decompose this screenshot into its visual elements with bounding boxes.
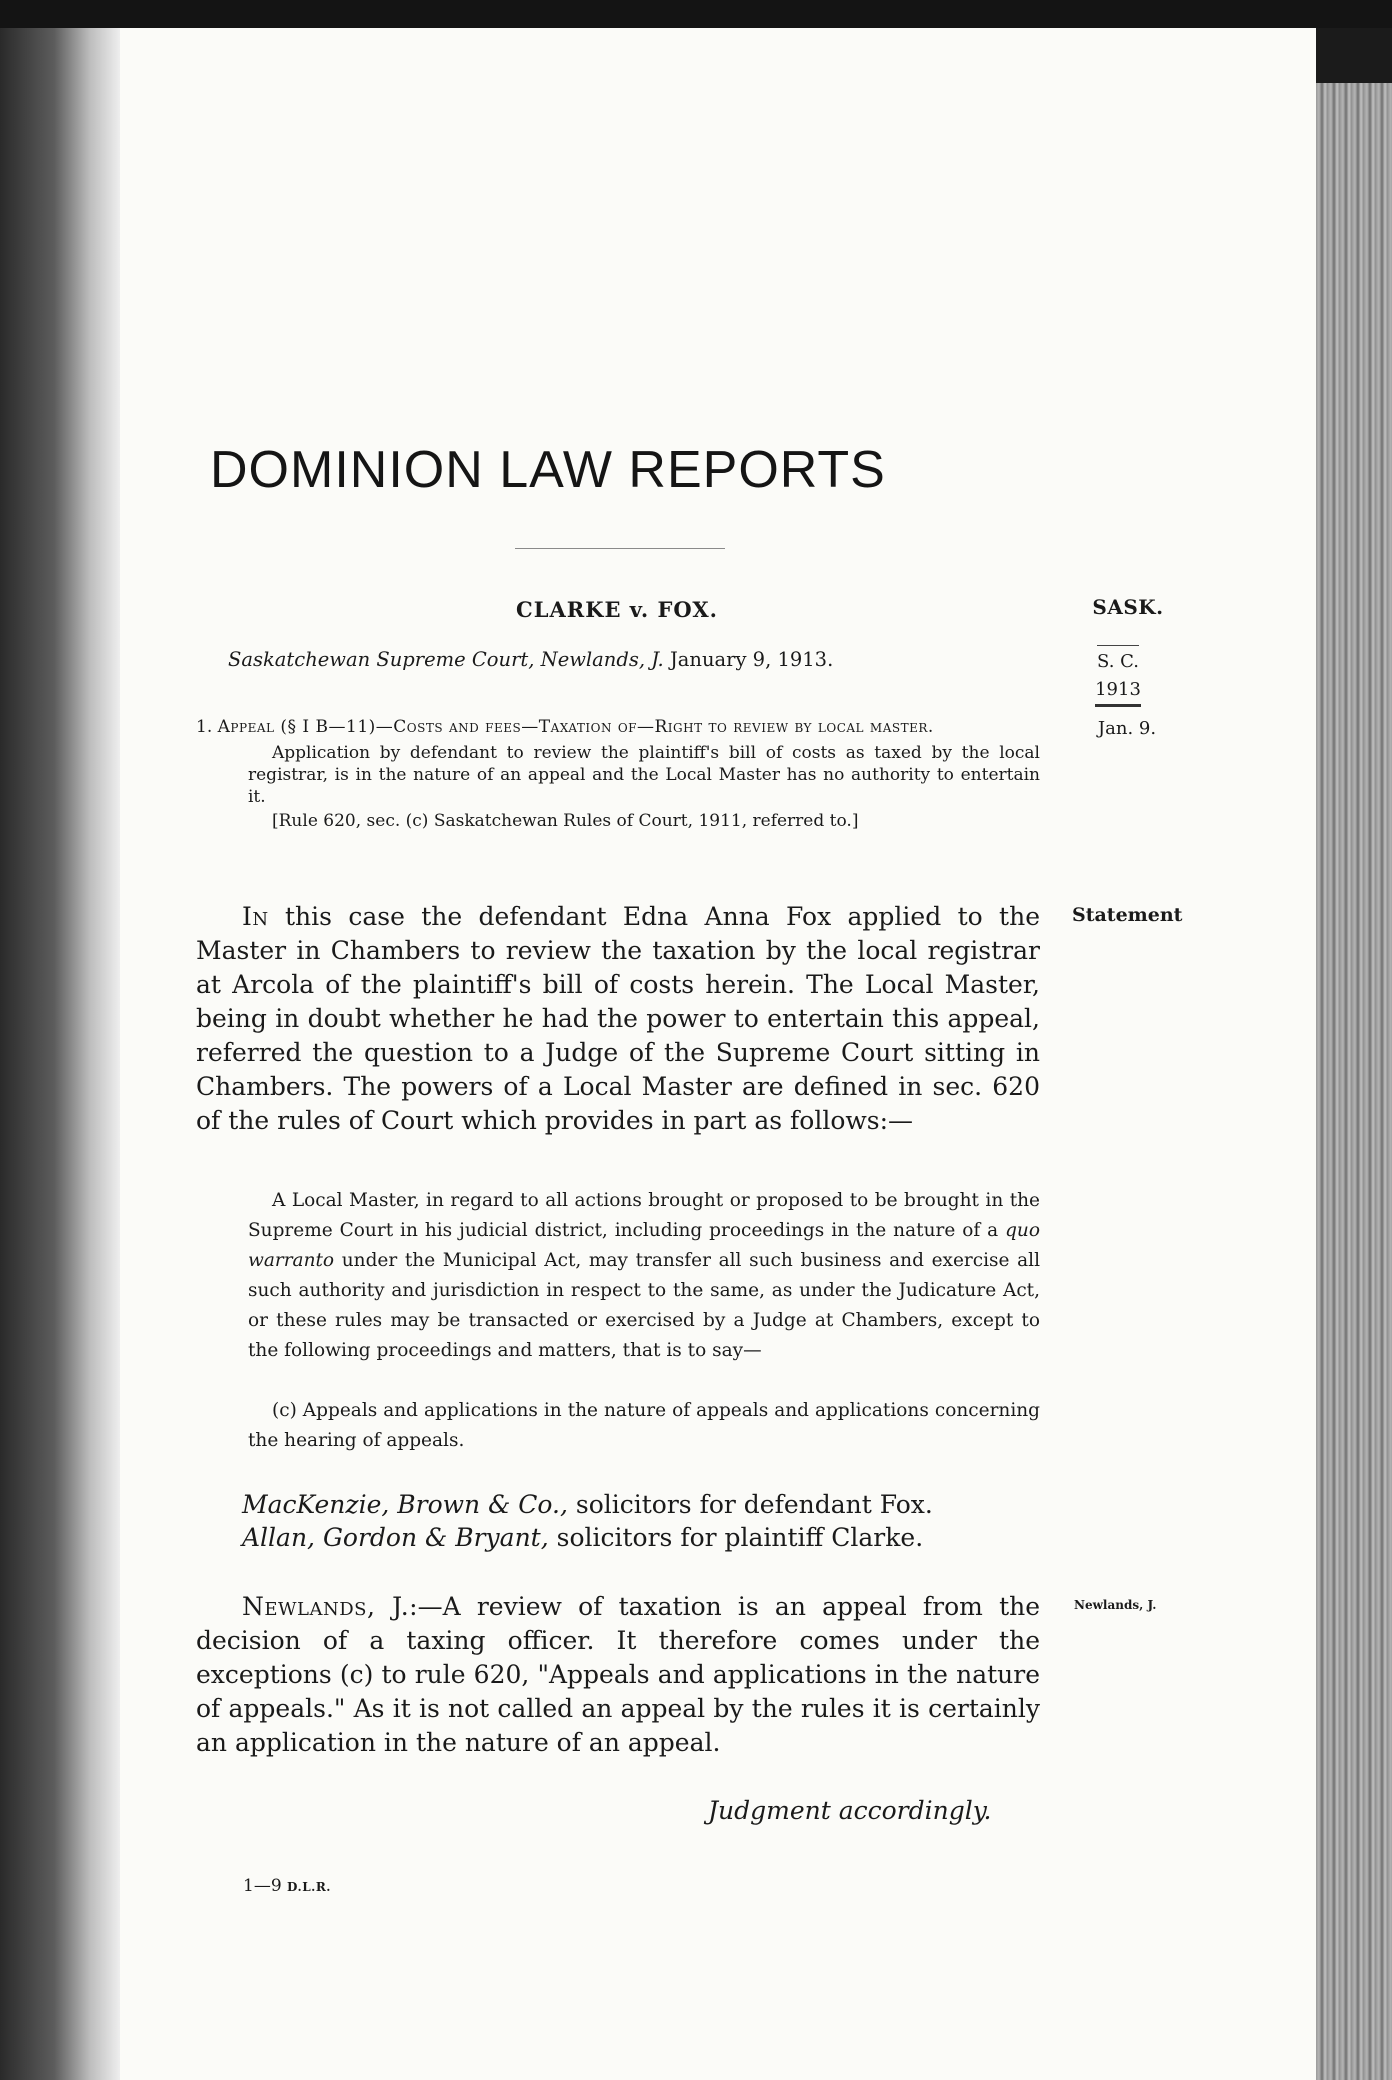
margin-statement-label: Statement <box>1072 904 1183 926</box>
report-title: DOMINION LAW REPORTS <box>210 441 886 499</box>
solicitor-role: solicitors for plaintiff Clarke. <box>548 1523 924 1552</box>
court-line <box>228 648 833 671</box>
margin-date: Jan. 9. <box>1097 718 1157 739</box>
rule-quote-after: under the Municipal Act, may transfer all such business and exercise all such authority and jurisdiction in respect to the same, as under the Judicature Act, or these rules may be transacted or exercised by a Judge at Chambers, except to the following proceedings and matters, that is to say— <box>248 1250 1040 1361</box>
book-page-edges <box>1316 28 1392 2080</box>
statement-lead: In <box>242 902 269 931</box>
headnote-number: 1. <box>196 717 213 737</box>
rule-quote <box>248 1186 1040 1366</box>
statement-text: this case the defendant Edna Anna Fox applied to the Master in Chambers to review the taxation by the local registrar at Arcola of the plaintiff's bill of costs herein. The Local Master, being in doubt whether he had the power to entertain this appeal, referred the question to a Judge of the Supreme Court sitting in Chambers. The powers of a Local Master are defined in sec. 620 of the rules of Court which provides in part as follows:— <box>196 902 1040 1135</box>
headnote <box>196 716 1040 832</box>
rule-quote-before: A Local Master, in regard to all actions brought or proposed to be brought in the Supreme Court in his judicial district, including proceedings in the nature of a <box>248 1190 1040 1241</box>
solicitor-line <box>242 1488 933 1521</box>
case-title: CLARKE v. FOX. <box>516 597 718 622</box>
scan-corner <box>1316 28 1392 83</box>
margin-province: SASK. <box>1092 595 1164 619</box>
headnote-reference: [Rule 620, sec. (c) Saskatchewan Rules of Court, 1911, referred to.] <box>272 811 859 831</box>
rule-quote-subclause: (c) Appeals and applications in the nature of appeals and applications concerning the hearing of appeals. <box>248 1400 1040 1451</box>
judge-name: Newlands, J. <box>242 1592 410 1621</box>
book-gutter-shadow <box>0 28 120 2080</box>
rule-quote-italic: quo warranto <box>248 1220 1040 1271</box>
margin-court <box>1088 645 1148 707</box>
court-name: Saskatchewan Supreme Court, Newlands, J. <box>228 648 664 671</box>
decision-date: January 9, 1913. <box>669 648 834 671</box>
headnote-body: Application by defendant to review the plaintiff's bill of costs as taxed by the local registrar, is in the nature of an appeal and the Local Master has no authority to entertain it. <box>248 743 1040 807</box>
solicitor-firm: MacKenzie, Brown & Co., <box>242 1490 568 1519</box>
page-footer <box>243 1876 331 1896</box>
margin-court-abbrev: S. C. <box>1097 645 1139 676</box>
judgment-paragraph <box>196 1590 1040 1760</box>
solicitors <box>242 1488 933 1554</box>
headnote-heading <box>196 716 1040 738</box>
solicitor-line <box>242 1521 933 1554</box>
scan-top-border <box>0 0 1392 28</box>
series-abbrev: D.L.R. <box>287 1880 331 1894</box>
judgment-text: :—A review of taxation is an appeal from the decision of a taxing officer. It therefore comes under the exceptions (c) to rule 620, "Appeals and applications in the nature of appeals." As it is not called an appeal by the rules it is certainly an application in the nature of an appeal. <box>196 1592 1041 1757</box>
margin-year: 1913 <box>1095 676 1141 707</box>
title-divider <box>515 548 725 549</box>
solicitor-firm: Allan, Gordon & Bryant, <box>242 1523 549 1552</box>
headnote-subject: Appeal (§ I B—11)—Costs and fees—Taxation of—Right to review by local master. <box>217 717 934 737</box>
margin-judge-label: Newlands, J. <box>1074 1598 1157 1612</box>
statement-paragraph <box>196 900 1040 1138</box>
solicitor-role: solicitors for defendant Fox. <box>567 1490 933 1519</box>
signature-mark: 1—9 <box>243 1876 282 1896</box>
disposition: Judgment accordingly. <box>708 1796 992 1825</box>
